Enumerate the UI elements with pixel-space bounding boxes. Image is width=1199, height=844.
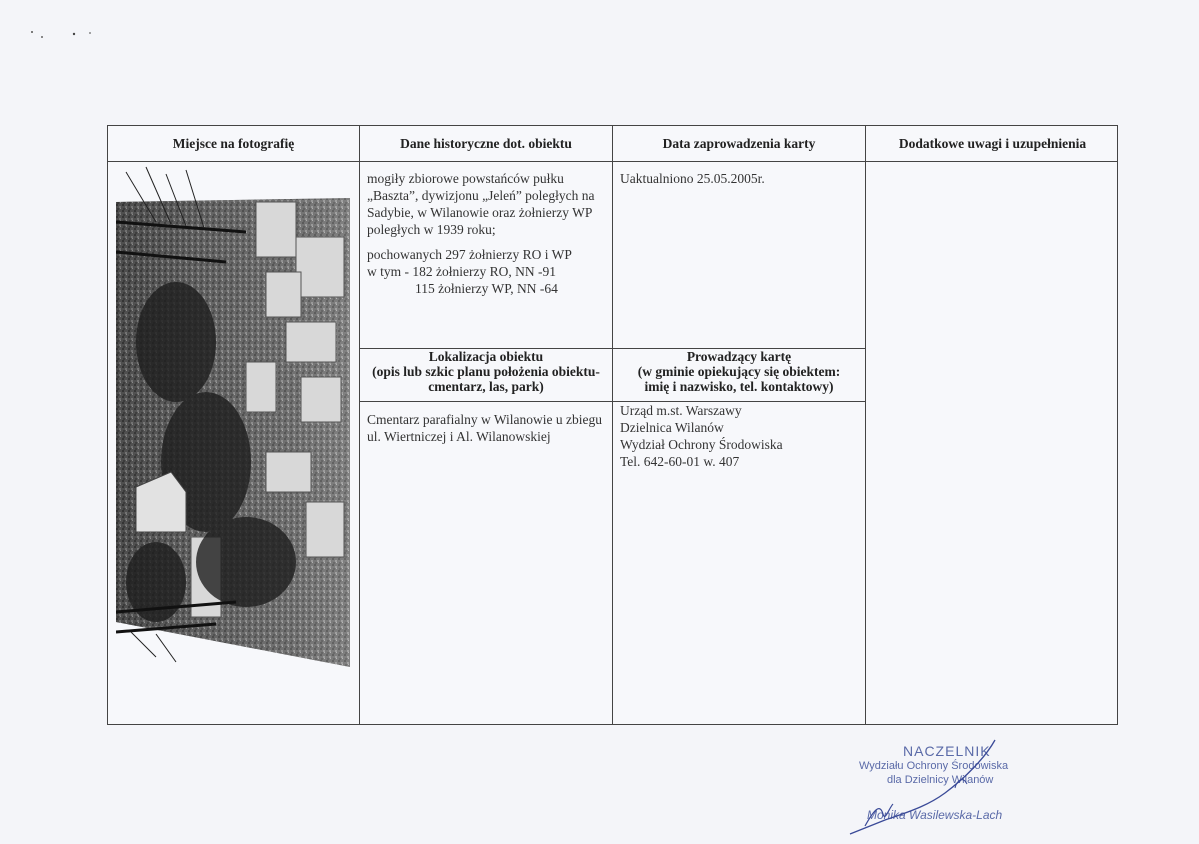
keeper-office: Urząd m.st. Warszawy [620, 403, 742, 418]
header-photo-location: Miejsce na fotografię [172, 136, 295, 151]
keeper-phone: Tel. 642-60-01 w. 407 [620, 454, 740, 469]
column-divider [865, 126, 866, 724]
keeper-heading-note: (w gminie opiekujący się obiektem: [637, 364, 841, 379]
location-heading [360, 349, 612, 394]
keeper-district: Dzielnica Wilanów [620, 420, 724, 435]
keeper-details [620, 402, 860, 470]
signature-scribble [845, 738, 1055, 838]
location-heading-note: (opis lub szkic planu położenia obiektu- [372, 364, 600, 379]
burial-count-line: pochowanych 297 żołnierzy RO i WP [367, 247, 572, 262]
keeper-department: Wydział Ochrony Środowiska [620, 437, 783, 452]
header-card-date: Data zaprowadzenia karty [662, 136, 816, 151]
stamp-name: Monika Wasilewska-Lach [867, 808, 1003, 822]
keeper-heading [613, 349, 865, 394]
stamp-title: NACZELNIK [903, 743, 991, 759]
scan-specks [28, 28, 108, 48]
column-divider [612, 126, 613, 724]
location-heading-note: cmentarz, las, park) [428, 379, 544, 394]
record-card-table [107, 125, 1118, 725]
keeper-heading-title: Prowadzący kartę [686, 349, 792, 364]
stamp-department: Wydziału Ochrony Środowiska [859, 760, 1009, 772]
location-heading-title: Lokalizacja obiektu [428, 349, 544, 364]
keeper-heading-note: imię i nazwisko, tel. kontaktowy) [644, 379, 834, 394]
burial-breakdown-line: w tym - 182 żołnierzy RO, NN -91 [367, 264, 556, 279]
column-divider [359, 126, 360, 724]
official-stamp [845, 738, 1055, 838]
header-additional-notes: Dodatkowe uwagi i uzupełnienia [898, 136, 1087, 151]
card-date-value: Uaktualniono 25.05.2005r. [620, 171, 765, 186]
location-description: Cmentarz parafialny w Wilanowie u zbiegu ul. Wiertniczej i Al. Wilanowskiej [367, 412, 602, 444]
header-historical-data: Dane historyczne dot. obiektu [400, 136, 572, 151]
cemetery-photo [116, 162, 350, 667]
stamp-district: dla Dzielnicy Wilanów [887, 774, 994, 786]
historical-description: mogiły zbiorowe powstańców pułku „Baszta”, dywizjonu „Jeleń” poległych na Sadybie, w Wilanowie oraz żołnierzy WP poległych w 1939 roku; [367, 171, 595, 237]
burial-breakdown-line: 115 żołnierzy WP, NN -64 [415, 281, 558, 296]
